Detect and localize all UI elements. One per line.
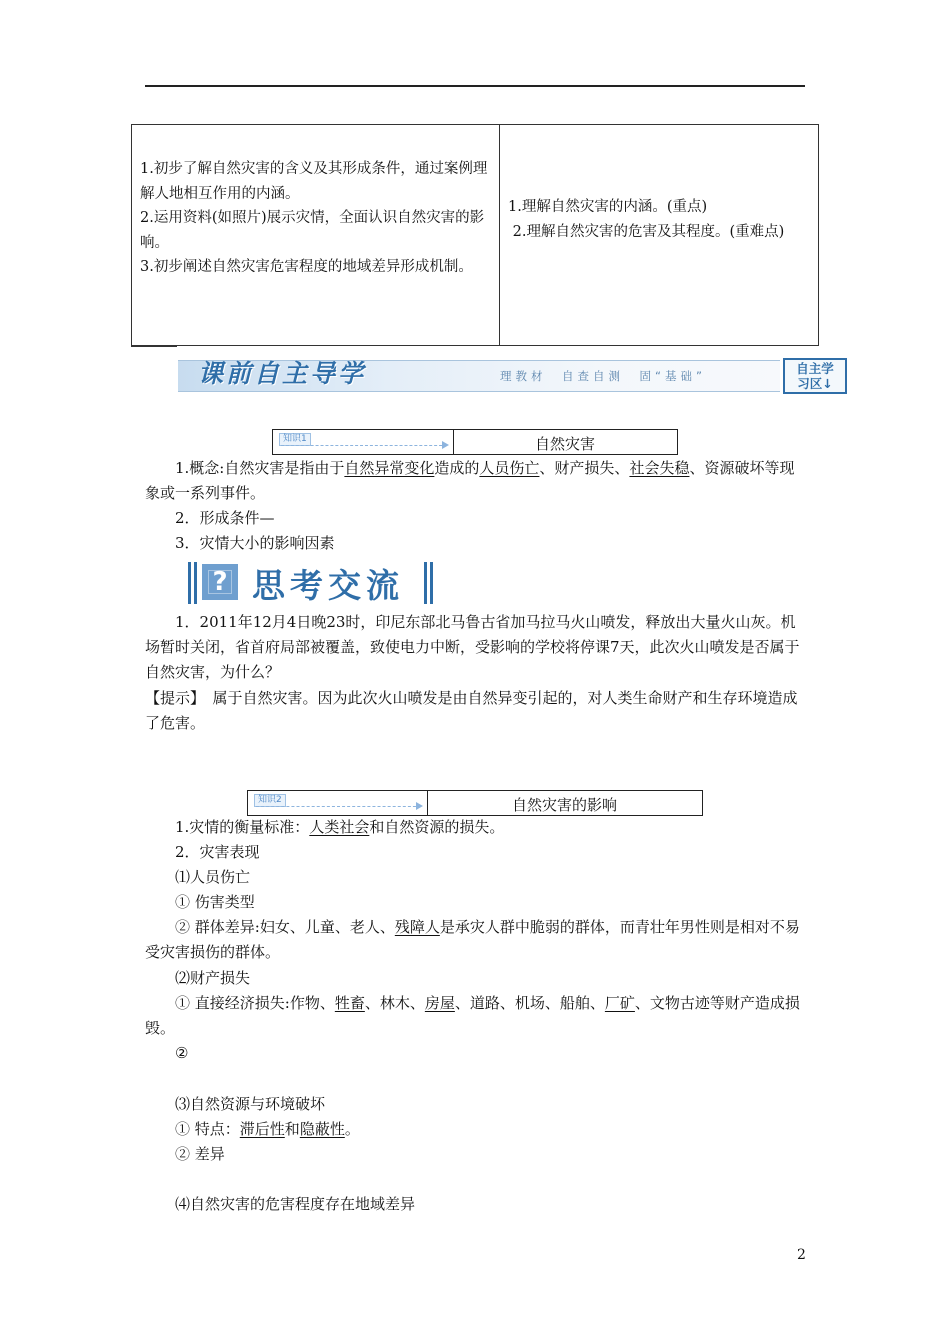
underlined-answer: 残障人 xyxy=(394,918,440,936)
text: 和自然资源的损失。 xyxy=(369,818,505,836)
text: 。 xyxy=(344,1120,360,1138)
underlined-answer: 人员伤亡 xyxy=(479,459,540,477)
formation-conditions-line: 2．形成条件— xyxy=(175,509,275,527)
kp2-line: ① 伤害类型 xyxy=(175,893,255,911)
concept-paragraph xyxy=(145,456,809,506)
kp2-line: ⑶自然资源与环境破坏 xyxy=(175,1095,326,1113)
knowledge-point-1-bar xyxy=(272,429,678,455)
kp2-paragraph xyxy=(145,991,809,1041)
banner-title: 课前自主导学 xyxy=(198,359,367,388)
text: 、林木、 xyxy=(364,994,425,1012)
underlined-answer: 自然异常变化 xyxy=(344,459,435,477)
objective-item: 2.运用资料(如照片)展示灾情，全面认识自然灾害的影响。 xyxy=(140,210,485,251)
knowledge-tag-label: 知识2 xyxy=(254,794,286,807)
think-hint xyxy=(145,686,809,736)
knowledge-title: 自然灾害 xyxy=(534,435,595,453)
underlined-answer: 房屋 xyxy=(424,994,455,1012)
kp2-line: ⑵财产损失 xyxy=(175,969,251,987)
page-number: 2 xyxy=(797,1247,806,1263)
text: 1.灾情的衡量标准： xyxy=(175,818,310,836)
badge-line: 自主学 xyxy=(796,361,834,376)
text: ① 特点： xyxy=(175,1120,240,1138)
underlined-answer: 滞后性 xyxy=(239,1120,285,1138)
kp2-line: 2．灾害表现 xyxy=(175,843,260,861)
kp2-line xyxy=(175,1117,839,1142)
text: 和 xyxy=(284,1120,300,1138)
objective-item: 3.初步阐述自然灾害危害程度的地域差异形成机制。 xyxy=(140,259,473,275)
text: 、道路、机场、船舶、 xyxy=(454,994,605,1012)
arrow-right-icon xyxy=(281,445,447,446)
text: ② 群体差异:妇女、儿童、老人、 xyxy=(175,918,395,936)
underlined-answer: 厂矿 xyxy=(604,994,635,1012)
knowledge-tag xyxy=(273,430,454,454)
question-glyph: ? xyxy=(212,567,228,597)
kp2-line: ⑴人员伤亡 xyxy=(175,868,251,886)
text: 、资源破坏等现象或一系列事件。 xyxy=(145,459,795,502)
banner-subtitle: 理教材 自查自测 固“基础” xyxy=(500,369,706,383)
knowledge-tag-label: 知识1 xyxy=(279,433,311,446)
kp2-line: ② xyxy=(175,1044,189,1062)
objectives-right-cell xyxy=(500,125,818,345)
think-exchange-title: 思考交流 xyxy=(252,566,404,605)
kp2-line: ② 差异 xyxy=(175,1145,225,1163)
hint-text: 属于自然灾害。因为此次火山喷发是由自然异变引起的，对人类生命财产和生存环境造成了危害。 xyxy=(145,689,798,732)
hint-label: 【提示】 xyxy=(145,689,198,707)
kp2-paragraph xyxy=(145,915,809,965)
text: 1.概念:自然灾害是指由于 xyxy=(175,459,345,477)
underlined-answer: 隐蔽性 xyxy=(299,1120,345,1138)
objective-item: 1.初步了解自然灾害的含义及其形成条件，通过案例理解人地相互作用的内涵。 xyxy=(140,161,488,202)
badge-line: 习区↓ xyxy=(797,376,833,391)
text: 造成的 xyxy=(434,459,480,477)
objectives-table xyxy=(131,124,819,346)
underlined-answer: 人类社会 xyxy=(309,818,370,836)
think-question: 1．2011年12月4日晚23时，印尼东部北马鲁古省加马拉马火山喷发，释放出大量火山灰。机场暂时关闭，省首府局部被覆盖，致使电力中断，受影响的学校将停课7天，此次火山喷发是否属于自然灾害，为什么？ xyxy=(145,613,800,681)
text: 、财产损失、 xyxy=(539,459,630,477)
arrow-right-icon xyxy=(256,806,421,807)
knowledge-point-2-bar xyxy=(247,790,703,816)
knowledge-tag xyxy=(248,791,428,815)
heading-bar xyxy=(424,562,427,604)
text: ① 直接经济损失:作物、 xyxy=(175,994,335,1012)
heading-bar xyxy=(430,562,433,604)
key-point-item: 1.理解自然灾害的内涵。(重点) xyxy=(508,199,708,215)
influence-factors-line: 3．灾情大小的影响因素 xyxy=(175,534,335,552)
kp2-line xyxy=(175,815,809,840)
heading-bar xyxy=(188,562,191,604)
objectives-left-cell xyxy=(132,125,500,345)
knowledge-title: 自然灾害的影响 xyxy=(511,796,617,814)
table-tail-rule xyxy=(131,346,177,347)
self-study-badge xyxy=(783,358,847,394)
text: 、文物古迹等财产造成损毁。 xyxy=(145,994,800,1037)
heading-bar xyxy=(194,562,197,604)
question-icon xyxy=(202,564,238,600)
text: 是承灾人群中脆弱的群体，而青壮年男性则是相对不易受灾害损伤的群体。 xyxy=(145,918,800,961)
key-point-item: 2.理解自然灾害的危害及其程度。(重难点) xyxy=(508,223,785,240)
kp2-line: ⑷自然灾害的危害程度存在地域差异 xyxy=(175,1195,416,1213)
header-rule xyxy=(145,85,805,87)
underlined-answer: 社会失稳 xyxy=(629,459,690,477)
underlined-answer: 牲畜 xyxy=(334,994,365,1012)
